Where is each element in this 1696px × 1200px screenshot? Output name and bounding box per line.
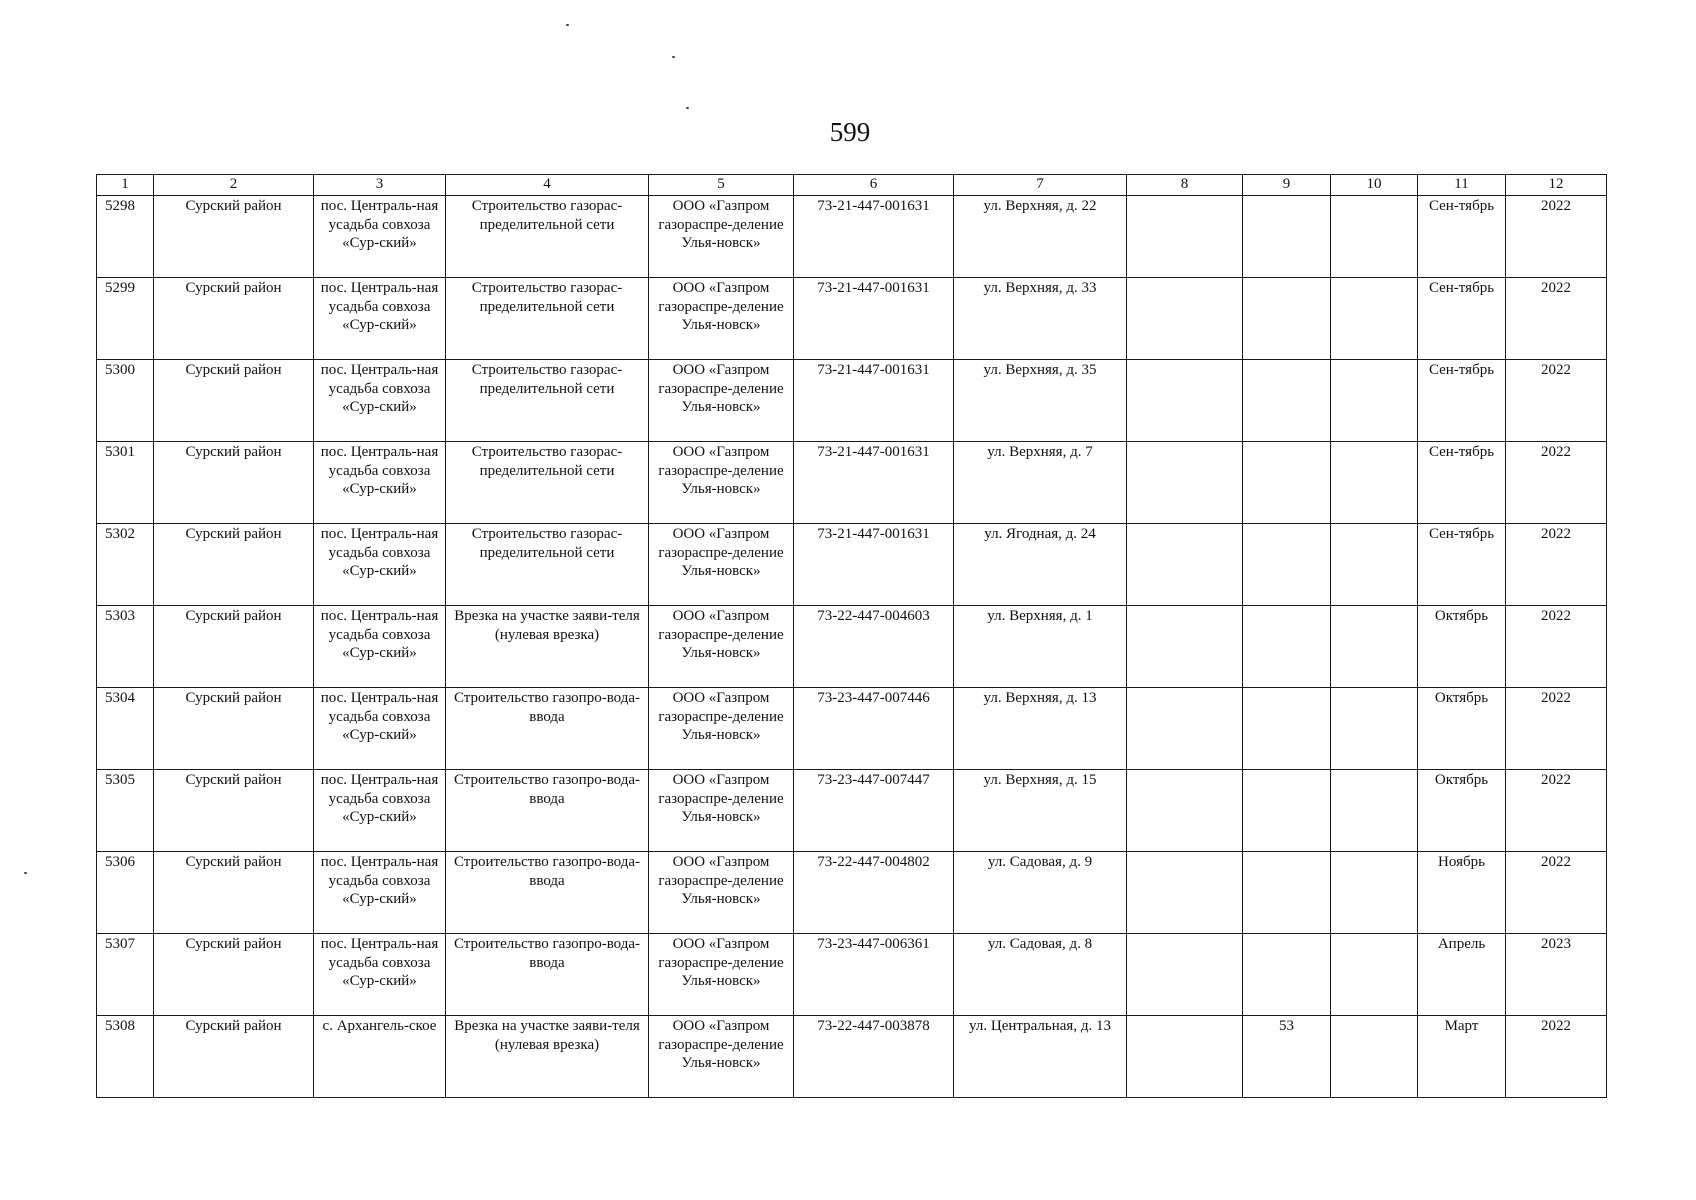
cell-column-9: [1243, 278, 1331, 360]
scan-speck: [686, 107, 689, 109]
cell-application-number: 73-23-447-007447: [794, 770, 954, 852]
cell-row-number: 5305: [97, 770, 154, 852]
cell-district: Сурский район: [154, 606, 314, 688]
cell-settlement: пос. Централь-ная усадьба совхоза «Сур-ский»: [314, 360, 446, 442]
column-header-5: 5: [649, 175, 794, 196]
cell-column-9: [1243, 442, 1331, 524]
cell-organization: ООО «Газпром газораспре-деление Улья-новск»: [649, 524, 794, 606]
cell-row-number: 5299: [97, 278, 154, 360]
cell-settlement: пос. Централь-ная усадьба совхоза «Сур-ский»: [314, 196, 446, 278]
cell-column-8: [1127, 360, 1243, 442]
cell-settlement: пос. Централь-ная усадьба совхоза «Сур-ский»: [314, 934, 446, 1016]
cell-column-9: 53: [1243, 1016, 1331, 1098]
cell-address: ул. Верхняя, д. 13: [954, 688, 1127, 770]
cell-application-number: 73-23-447-007446: [794, 688, 954, 770]
cell-column-8: [1127, 278, 1243, 360]
cell-district: Сурский район: [154, 360, 314, 442]
cell-address: ул. Верхняя, д. 15: [954, 770, 1127, 852]
cell-month: Сен-тябрь: [1418, 196, 1506, 278]
cell-column-8: [1127, 524, 1243, 606]
cell-year: 2022: [1506, 278, 1607, 360]
table-header-row: [97, 175, 1607, 196]
cell-column-10: [1331, 278, 1418, 360]
column-header-9: 9: [1243, 175, 1331, 196]
cell-year: 2022: [1506, 852, 1607, 934]
cell-row-number: 5307: [97, 934, 154, 1016]
cell-application-number: 73-21-447-001631: [794, 196, 954, 278]
cell-district: Сурский район: [154, 278, 314, 360]
column-header-7: 7: [954, 175, 1127, 196]
cell-work-type: Строительство газопро-вода-ввода: [446, 770, 649, 852]
cell-column-9: [1243, 524, 1331, 606]
column-header-12: 12: [1506, 175, 1607, 196]
cell-application-number: 73-23-447-006361: [794, 934, 954, 1016]
cell-column-10: [1331, 442, 1418, 524]
cell-district: Сурский район: [154, 934, 314, 1016]
cell-column-8: [1127, 606, 1243, 688]
scan-speck: [672, 56, 675, 58]
cell-row-number: 5302: [97, 524, 154, 606]
cell-year: 2022: [1506, 770, 1607, 852]
cell-column-10: [1331, 360, 1418, 442]
cell-work-type: Врезка на участке заяви-теля (нулевая врезка): [446, 606, 649, 688]
cell-column-9: [1243, 852, 1331, 934]
table-row: [97, 770, 1607, 852]
cell-application-number: 73-21-447-001631: [794, 524, 954, 606]
registry-table: [96, 174, 1607, 1098]
cell-month: Сен-тябрь: [1418, 442, 1506, 524]
page-number: 599: [829, 117, 871, 147]
column-header-8: 8: [1127, 175, 1243, 196]
cell-address: ул. Центральная, д. 13: [954, 1016, 1127, 1098]
cell-settlement: с. Архангель-ское: [314, 1016, 446, 1098]
cell-work-type: Строительство газорас-пределительной сети: [446, 196, 649, 278]
cell-organization: ООО «Газпром газораспре-деление Улья-новск»: [649, 278, 794, 360]
cell-column-10: [1331, 688, 1418, 770]
cell-organization: ООО «Газпром газораспре-деление Улья-новск»: [649, 770, 794, 852]
cell-settlement: пос. Централь-ная усадьба совхоза «Сур-ский»: [314, 524, 446, 606]
table-body: [97, 196, 1607, 1098]
cell-district: Сурский район: [154, 770, 314, 852]
cell-row-number: 5300: [97, 360, 154, 442]
cell-column-9: [1243, 606, 1331, 688]
cell-settlement: пос. Централь-ная усадьба совхоза «Сур-ский»: [314, 770, 446, 852]
cell-organization: ООО «Газпром газораспре-деление Улья-новск»: [649, 442, 794, 524]
table-row: [97, 524, 1607, 606]
cell-year: 2022: [1506, 1016, 1607, 1098]
cell-district: Сурский район: [154, 688, 314, 770]
cell-work-type: Строительство газопро-вода-ввода: [446, 934, 649, 1016]
cell-month: Март: [1418, 1016, 1506, 1098]
cell-column-8: [1127, 934, 1243, 1016]
cell-column-10: [1331, 524, 1418, 606]
scan-speck: [566, 24, 569, 26]
table-row: [97, 934, 1607, 1016]
column-header-11: 11: [1418, 175, 1506, 196]
cell-column-10: [1331, 196, 1418, 278]
table-row: [97, 278, 1607, 360]
cell-column-8: [1127, 1016, 1243, 1098]
cell-month: Октябрь: [1418, 606, 1506, 688]
cell-year: 2022: [1506, 196, 1607, 278]
cell-month: Октябрь: [1418, 688, 1506, 770]
cell-address: ул. Верхняя, д. 22: [954, 196, 1127, 278]
cell-address: ул. Верхняя, д. 33: [954, 278, 1127, 360]
cell-district: Сурский район: [154, 524, 314, 606]
cell-column-10: [1331, 934, 1418, 1016]
cell-work-type: Строительство газорас-пределительной сети: [446, 360, 649, 442]
column-header-6: 6: [794, 175, 954, 196]
cell-column-9: [1243, 360, 1331, 442]
cell-month: Ноябрь: [1418, 852, 1506, 934]
cell-district: Сурский район: [154, 1016, 314, 1098]
cell-column-9: [1243, 196, 1331, 278]
cell-application-number: 73-21-447-001631: [794, 360, 954, 442]
cell-address: ул. Ягодная, д. 24: [954, 524, 1127, 606]
cell-settlement: пос. Централь-ная усадьба совхоза «Сур-ский»: [314, 852, 446, 934]
cell-row-number: 5301: [97, 442, 154, 524]
cell-row-number: 5308: [97, 1016, 154, 1098]
cell-column-9: [1243, 934, 1331, 1016]
cell-month: Сен-тябрь: [1418, 360, 1506, 442]
cell-application-number: 73-21-447-001631: [794, 442, 954, 524]
cell-organization: ООО «Газпром газораспре-деление Улья-новск»: [649, 360, 794, 442]
cell-month: Октябрь: [1418, 770, 1506, 852]
cell-month: Апрель: [1418, 934, 1506, 1016]
cell-column-8: [1127, 852, 1243, 934]
cell-organization: ООО «Газпром газораспре-деление Улья-новск»: [649, 688, 794, 770]
cell-row-number: 5298: [97, 196, 154, 278]
table-row: [97, 606, 1607, 688]
cell-year: 2023: [1506, 934, 1607, 1016]
column-header-1: 1: [97, 175, 154, 196]
cell-work-type: Строительство газорас-пределительной сети: [446, 442, 649, 524]
cell-row-number: 5304: [97, 688, 154, 770]
cell-column-9: [1243, 688, 1331, 770]
cell-column-8: [1127, 688, 1243, 770]
table-row: [97, 360, 1607, 442]
cell-organization: ООО «Газпром газораспре-деление Улья-новск»: [649, 1016, 794, 1098]
column-header-4: 4: [446, 175, 649, 196]
scan-speck: [24, 872, 27, 874]
column-header-2: 2: [154, 175, 314, 196]
cell-work-type: Врезка на участке заяви-теля (нулевая врезка): [446, 1016, 649, 1098]
cell-district: Сурский район: [154, 196, 314, 278]
cell-column-8: [1127, 770, 1243, 852]
cell-column-10: [1331, 1016, 1418, 1098]
table-row: [97, 196, 1607, 278]
cell-year: 2022: [1506, 360, 1607, 442]
cell-address: ул. Верхняя, д. 35: [954, 360, 1127, 442]
cell-organization: ООО «Газпром газораспре-деление Улья-новск»: [649, 196, 794, 278]
column-header-3: 3: [314, 175, 446, 196]
table-row: [97, 1016, 1607, 1098]
cell-month: Сен-тябрь: [1418, 524, 1506, 606]
cell-column-8: [1127, 196, 1243, 278]
cell-organization: ООО «Газпром газораспре-деление Улья-новск»: [649, 852, 794, 934]
cell-settlement: пос. Централь-ная усадьба совхоза «Сур-ский»: [314, 688, 446, 770]
cell-column-9: [1243, 770, 1331, 852]
cell-application-number: 73-21-447-001631: [794, 278, 954, 360]
cell-work-type: Строительство газопро-вода-ввода: [446, 852, 649, 934]
cell-row-number: 5303: [97, 606, 154, 688]
cell-settlement: пос. Централь-ная усадьба совхоза «Сур-ский»: [314, 442, 446, 524]
cell-settlement: пос. Централь-ная усадьба совхоза «Сур-ский»: [314, 606, 446, 688]
cell-organization: ООО «Газпром газораспре-деление Улья-новск»: [649, 934, 794, 1016]
cell-address: ул. Верхняя, д. 7: [954, 442, 1127, 524]
cell-application-number: 73-22-447-004603: [794, 606, 954, 688]
cell-year: 2022: [1506, 442, 1607, 524]
cell-year: 2022: [1506, 606, 1607, 688]
cell-column-10: [1331, 852, 1418, 934]
cell-district: Сурский район: [154, 852, 314, 934]
cell-address: ул. Садовая, д. 9: [954, 852, 1127, 934]
cell-work-type: Строительство газопро-вода-ввода: [446, 688, 649, 770]
column-header-10: 10: [1331, 175, 1418, 196]
table-row: [97, 688, 1607, 770]
table-row: [97, 852, 1607, 934]
cell-year: 2022: [1506, 524, 1607, 606]
cell-application-number: 73-22-447-003878: [794, 1016, 954, 1098]
cell-row-number: 5306: [97, 852, 154, 934]
cell-settlement: пос. Централь-ная усадьба совхоза «Сур-ский»: [314, 278, 446, 360]
cell-year: 2022: [1506, 688, 1607, 770]
cell-month: Сен-тябрь: [1418, 278, 1506, 360]
cell-work-type: Строительство газорас-пределительной сети: [446, 524, 649, 606]
cell-column-8: [1127, 442, 1243, 524]
cell-application-number: 73-22-447-004802: [794, 852, 954, 934]
cell-work-type: Строительство газорас-пределительной сети: [446, 278, 649, 360]
cell-address: ул. Садовая, д. 8: [954, 934, 1127, 1016]
cell-address: ул. Верхняя, д. 1: [954, 606, 1127, 688]
cell-column-10: [1331, 770, 1418, 852]
cell-column-10: [1331, 606, 1418, 688]
table-row: [97, 442, 1607, 524]
cell-organization: ООО «Газпром газораспре-деление Улья-новск»: [649, 606, 794, 688]
cell-district: Сурский район: [154, 442, 314, 524]
